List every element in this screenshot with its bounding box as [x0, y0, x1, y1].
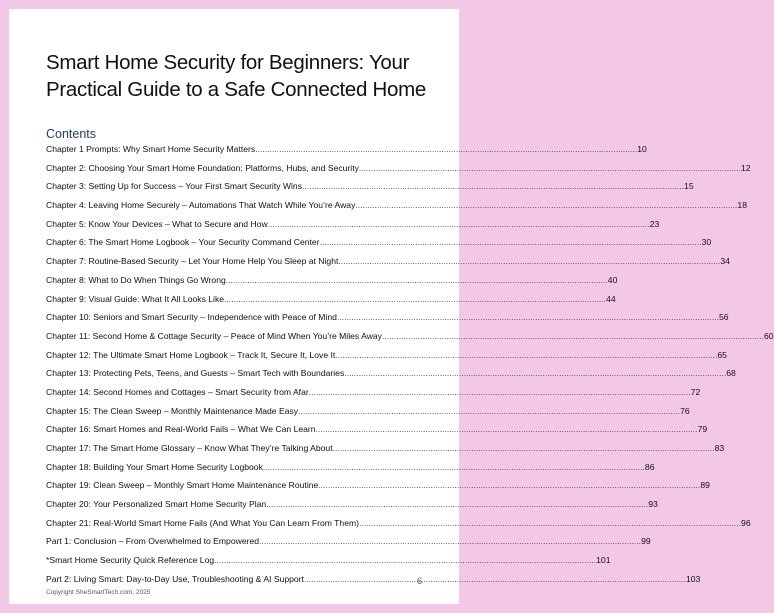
toc-entry-title: Chapter 1 Prompts: Why Smart Home Security Matters: [46, 144, 256, 154]
toc-dot-leader: [309, 387, 691, 397]
copyright-notice: Copyright SheSmartTech.com, 2025: [46, 589, 151, 596]
toc-entry-page-number: 18: [737, 200, 747, 211]
contents-heading: Contents: [46, 127, 97, 141]
toc-entry[interactable]: [46, 274, 618, 294]
toc-entry-title: Chapter 11: Second Home & Cottage Security – Peace of Mind When You’re Miles Away: [46, 330, 382, 341]
toc-dot-leader: [359, 163, 741, 173]
toc-entry-page-number: 89: [700, 480, 710, 491]
toc-entry-page-number: 34: [720, 256, 730, 267]
toc-dot-leader: [266, 499, 648, 509]
toc-entry-page-number: 56: [718, 312, 729, 323]
toc-entry[interactable]: [46, 200, 747, 219]
toc-entry-page-number: 12: [740, 162, 751, 173]
toc-entry[interactable]: [46, 480, 710, 499]
toc-entry-title: *Smart Home Security Quick Reference Log: [46, 555, 215, 566]
toc-entry[interactable]: [46, 293, 616, 313]
toc-entry-title: Chapter 21: Real-World Smart Home Fails (And What You Can Learn From Them): [46, 517, 360, 528]
toc-dot-leader: [335, 350, 717, 360]
toc-entry-page-number: 23: [649, 218, 660, 229]
toc-entry[interactable]: [46, 443, 725, 462]
toc-entry-title: Chapter 15: The Clean Sweep – Monthly Maintenance Made Easy: [46, 405, 299, 416]
toc-entry-title: Part 2: Living Smart: Day-to-Day Use, Troubleshooting & AI Support: [46, 573, 304, 584]
toc-dot-leader: [263, 462, 645, 472]
toc-dot-leader: [318, 480, 700, 490]
toc-entry[interactable]: [46, 330, 774, 350]
toc-entry-page-number: 93: [648, 499, 658, 510]
toc-entry-title: Chapter 16: Smart Homes and Real-World Fails – What We Can Learn: [46, 424, 316, 435]
toc-dot-leader: [320, 237, 702, 247]
toc-entry-page-number: 83: [714, 443, 725, 453]
toc-dot-leader: [304, 574, 686, 584]
toc-dot-leader: [268, 219, 650, 229]
toc-entry[interactable]: [46, 461, 655, 481]
toc-entry[interactable]: [46, 424, 708, 443]
toc-entry-title: Chapter 5: Know Your Devices – What to Secure and How: [46, 218, 268, 229]
toc-dot-leader: [214, 555, 596, 565]
toc-dot-leader: [338, 256, 720, 266]
toc-entry[interactable]: [46, 162, 751, 182]
toc-entry-title: Chapter 20: Your Personalized Smart Home Security Plan: [46, 499, 267, 510]
toc-entry-title: Chapter 17: The Smart Home Glossary – Know What They’re Talking About: [46, 443, 333, 453]
toc-entry-title: Chapter 10: Seniors and Smart Security – Independence with Peace of Mind: [46, 312, 337, 323]
toc-entry-title: Chapter 7: Routine-Based Security – Let Your Home Help You Sleep at Night: [46, 256, 339, 267]
toc-entry-page-number: 76: [680, 405, 690, 416]
toc-entry-title: Chapter 18: Building Your Smart Home Security Logbook: [46, 461, 263, 472]
toc-entry-title: Part 1: Conclusion – From Overwhelmed to Empowered: [46, 536, 260, 547]
toc-entry-page-number: 72: [690, 386, 701, 397]
toc-dot-leader: [255, 144, 637, 154]
toc-entry-page-number: 65: [717, 349, 727, 360]
toc-entry[interactable]: [46, 181, 694, 200]
toc-entry[interactable]: [46, 256, 730, 275]
toc-dot-leader: [302, 181, 684, 191]
toc-entry-title: Chapter 3: Setting Up for Success – Your First Smart Security Wins: [46, 181, 303, 192]
page-number: 6: [417, 576, 423, 586]
toc-entry-page-number: 96: [741, 517, 751, 528]
toc-entry-page-number: 40: [607, 274, 618, 285]
toc-entry-page-number: 79: [697, 424, 708, 435]
toc-entry[interactable]: [46, 312, 729, 331]
toc-dot-leader: [298, 406, 680, 416]
document-title: Smart Home Security for Beginners: Your Practical Guide to a Safe Connected Home: [46, 51, 426, 101]
toc-dot-leader: [344, 368, 726, 378]
toc-dot-leader: [337, 312, 719, 322]
toc-entry-title: Chapter 8: What to Do When Things Go Wrong: [46, 274, 226, 285]
toc-dot-leader: [259, 536, 641, 546]
toc-entry[interactable]: [46, 499, 658, 518]
toc-entry[interactable]: [46, 517, 751, 537]
toc-dot-leader: [316, 424, 698, 434]
table-of-contents: [46, 144, 774, 593]
toc-entry-page-number: 101: [596, 555, 611, 566]
toc-entry-title: Chapter 6: The Smart Home Logbook – Your Security Command Center: [46, 237, 320, 248]
toc-entry[interactable]: [46, 368, 736, 387]
toc-entry[interactable]: [46, 405, 690, 425]
toc-entry-page-number: 15: [684, 181, 694, 192]
toc-entry-page-number: 68: [726, 368, 736, 379]
toc-dot-leader: [333, 443, 715, 453]
toc-entry-page-number: 30: [701, 237, 712, 248]
toc-entry-title: Chapter 14: Second Homes and Cottages – Smart Security from Afar: [46, 386, 309, 397]
toc-entry-page-number: 10: [637, 144, 647, 154]
toc-entry-page-number: 60: [764, 330, 774, 341]
toc-entry-title: Chapter 13: Protecting Pets, Teens, and Guests – Smart Tech with Boundaries: [46, 368, 345, 379]
document-page: [9, 9, 774, 604]
toc-entry-page-number: 99: [641, 536, 651, 547]
toc-dot-leader: [359, 518, 741, 528]
toc-entry[interactable]: [46, 555, 611, 574]
toc-dot-leader: [224, 294, 606, 304]
toc-entry[interactable]: [46, 218, 660, 238]
toc-entry-page-number: 103: [685, 573, 701, 584]
toc-dot-leader: [382, 331, 764, 341]
toc-entry-title: Chapter 12: The Ultimate Smart Home Logbook – Track It, Secure It, Love It: [46, 349, 336, 360]
toc-dot-leader: [355, 200, 737, 210]
toc-entry-title: Chapter 2: Choosing Your Smart Home Foundation: Platforms, Hubs, and Security: [46, 162, 359, 173]
toc-entry-page-number: 86: [644, 461, 655, 472]
toc-entry-title: Chapter 4: Leaving Home Securely – Automations That Watch While You’re Away: [46, 200, 356, 211]
toc-entry[interactable]: [46, 144, 647, 163]
toc-entry[interactable]: [46, 237, 712, 256]
toc-entry-page-number: 44: [606, 293, 616, 304]
toc-entry[interactable]: [46, 349, 727, 369]
toc-entry-title: Chapter 19: Clean Sweep – Monthly Smart Home Maintenance Routine: [46, 480, 319, 491]
toc-dot-leader: [226, 275, 608, 285]
toc-entry-title: Chapter 9: Visual Guide: What It All Looks Like: [46, 293, 225, 304]
toc-entry[interactable]: [46, 536, 651, 555]
toc-entry[interactable]: [46, 386, 701, 406]
